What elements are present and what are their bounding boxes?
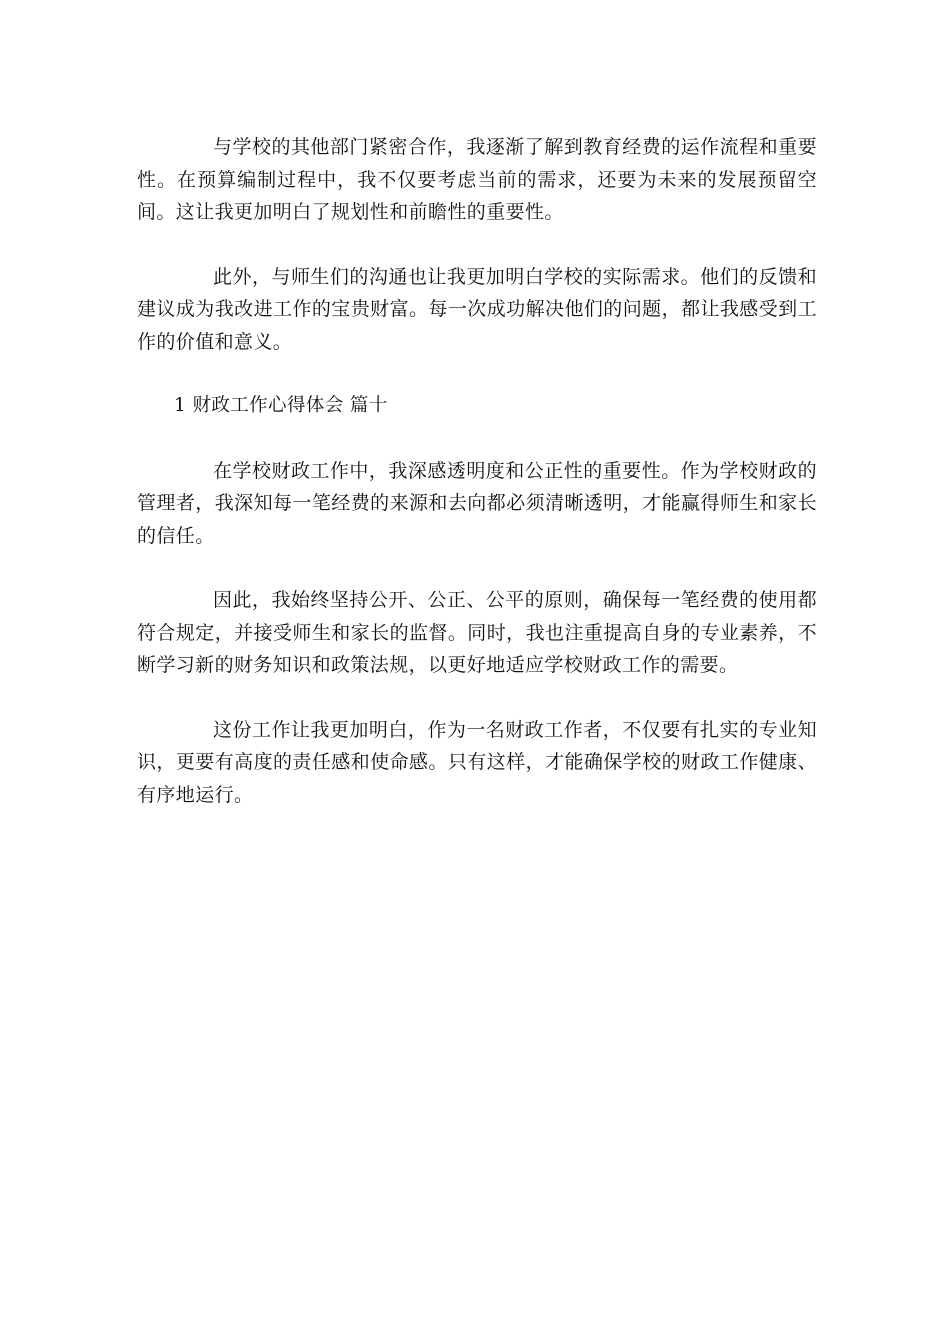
paragraph-responsibility: 这份工作让我更加明白，作为一名财政工作者，不仅要有扎实的专业知识，更要有高度的责任感和使命感。只有这样，才能确保学校的财政工作健康、有序地运行。	[137, 718, 817, 806]
paragraph-communication: 此外，与师生们的沟通也让我更加明白学校的实际需求。他们的反馈和建议成为我改进工作的宝贵财富。每一次成功解决他们的问题，都让我感受到工作的价值和意义。	[137, 265, 817, 353]
paragraph-budget-cooperation: 与学校的其他部门紧密合作，我逐渐了解到教育经费的运作流程和重要性。在预算编制过程中，我不仅要考虑当前的需求，还要为未来的发展预留空间。这让我更加明白了规划性和前瞻性的重要性。	[137, 136, 817, 223]
document-body	[137, 131, 817, 843]
paragraph-principles: 因此，我始终坚持公开、公正、公平的原则，确保每一笔经费的使用都符合规定，并接受师生和家长的监督。同时，我也注重提高自身的专业素养，不断学习新的财务知识和政策法规，以更好地适应学校财政工作的需要。	[137, 589, 817, 676]
section-heading: 1 财政工作心得体会 篇十	[174, 395, 388, 416]
paragraph-transparency: 在学校财政工作中，我深感透明度和公正性的重要性。作为学校财政的管理者，我深知每一笔经费的来源和去向都必须清晰透明，才能赢得师生和家长的信任。	[137, 459, 817, 547]
